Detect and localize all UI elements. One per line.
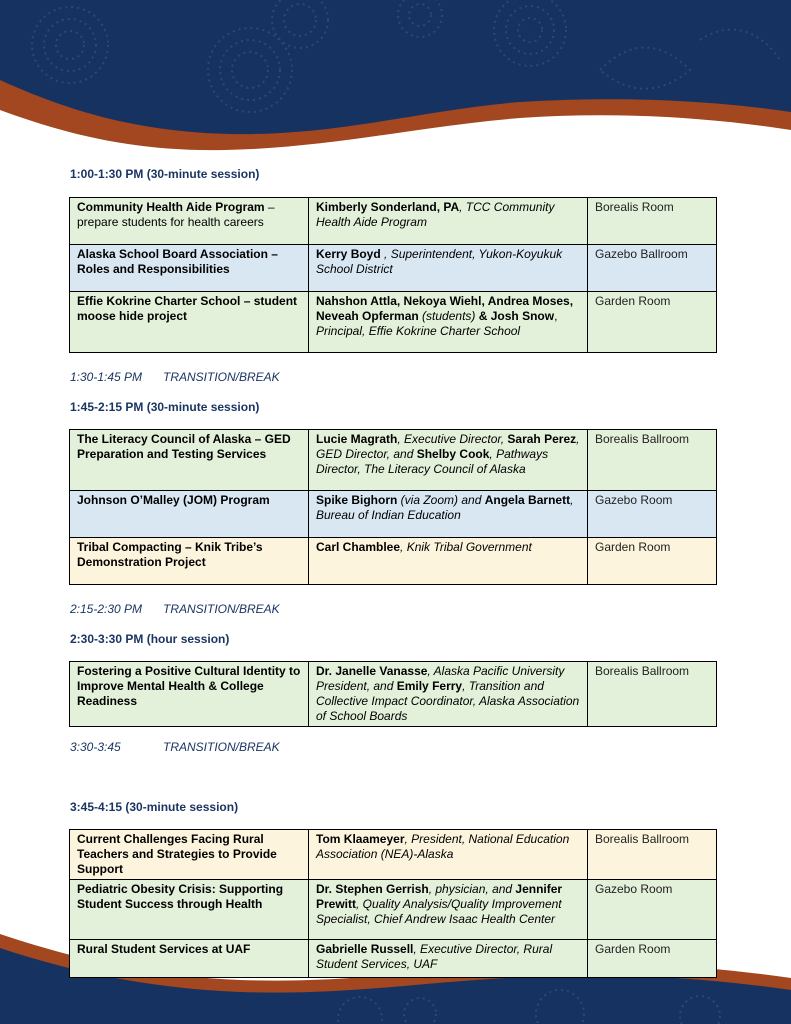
table-row: [70, 662, 717, 727]
session-title-cell: Tribal Compacting – Knik Tribe’s Demonstration Project: [70, 538, 309, 585]
table-row: [70, 198, 717, 245]
session-heading: 2:30-3:30 PM (hour session): [70, 632, 230, 646]
table-row: [70, 538, 717, 585]
session-title-cell: The Literacy Council of Alaska – GED Preparation and Testing Services: [70, 430, 309, 491]
session-table: [69, 429, 717, 585]
header-banner-art: [0, 0, 791, 160]
room-cell: Garden Room: [588, 940, 717, 978]
session-title-cell: Rural Student Services at UAF: [70, 940, 309, 978]
table-row: [70, 940, 717, 978]
room-cell: Borealis Room: [588, 198, 717, 245]
table-row: [70, 245, 717, 292]
session-heading: 1:00-1:30 PM (30-minute session): [70, 167, 260, 181]
table-row: [70, 491, 717, 538]
session-title-cell: Alaska School Board Association – Roles and Responsibilities: [70, 245, 309, 292]
room-cell: Borealis Ballroom: [588, 430, 717, 491]
room-cell: Borealis Ballroom: [588, 830, 717, 880]
session-title-cell: Current Challenges Facing Rural Teachers and Strategies to Provide Support: [70, 830, 309, 880]
presenter-cell: Kimberly Sonderland, PA, TCC Community Health Aide Program: [309, 198, 588, 245]
presenter-cell: Nahshon Attla, Nekoya Wiehl, Andrea Moses, Neveah Opferman (students) & Josh Snow, Principal, Effie Kokrine Charter School: [309, 292, 588, 353]
presenter-cell: Dr. Janelle Vanasse, Alaska Pacific University President, and Emily Ferry, Transition and Collective Impact Coordinator, Alaska Association of School Boards: [309, 662, 588, 727]
session-heading: 1:45-2:15 PM (30-minute session): [70, 400, 260, 414]
presenter-cell: Gabrielle Russell, Executive Director, Rural Student Services, UAF: [309, 940, 588, 978]
room-cell: Garden Room: [588, 292, 717, 353]
session-heading: 3:45-4:15 (30-minute session): [70, 800, 239, 814]
session-table: [69, 829, 717, 978]
session-title-cell: Effie Kokrine Charter School – student moose hide project: [70, 292, 309, 353]
session-title-cell: Johnson O’Malley (JOM) Program: [70, 491, 309, 538]
room-cell: Gazebo Ballroom: [588, 245, 717, 292]
room-cell: Gazebo Room: [588, 491, 717, 538]
presenter-cell: Spike Bighorn (via Zoom) and Angela Barnett, Bureau of Indian Education: [309, 491, 588, 538]
transition-break: 3:30-3:45 TRANSITION/BREAK: [70, 740, 280, 754]
room-cell: Gazebo Room: [588, 880, 717, 940]
presenter-cell: Lucie Magrath, Executive Director, Sarah Perez, GED Director, and Shelby Cook, Pathways Director, The Literacy Council of Alaska: [309, 430, 588, 491]
table-row: [70, 430, 717, 491]
presenter-cell: Dr. Stephen Gerrish, physician, and Jennifer Prewitt, Quality Analysis/Quality Improvement Specialist, Chief Andrew Isaac Health Center: [309, 880, 588, 940]
session-title-cell: Fostering a Positive Cultural Identity to Improve Mental Health & College Readiness: [70, 662, 309, 727]
room-cell: Garden Room: [588, 538, 717, 585]
presenter-cell: Kerry Boyd , Superintendent, Yukon-Koyukuk School District: [309, 245, 588, 292]
session-table: [69, 661, 717, 727]
table-row: [70, 292, 717, 353]
session-title-cell: Pediatric Obesity Crisis: Supporting Student Success through Health: [70, 880, 309, 940]
table-row: [70, 830, 717, 880]
transition-break: 2:15-2:30 PM TRANSITION/BREAK: [70, 602, 280, 616]
session-title-cell: Community Health Aide Program – prepare students for health careers: [70, 198, 309, 245]
presenter-cell: Tom Klaameyer, President, National Education Association (NEA)-Alaska: [309, 830, 588, 880]
session-table: [69, 197, 717, 353]
transition-break: 1:30-1:45 PM TRANSITION/BREAK: [70, 370, 280, 384]
room-cell: Borealis Ballroom: [588, 662, 717, 727]
presenter-cell: Carl Chamblee, Knik Tribal Government: [309, 538, 588, 585]
table-row: [70, 880, 717, 940]
